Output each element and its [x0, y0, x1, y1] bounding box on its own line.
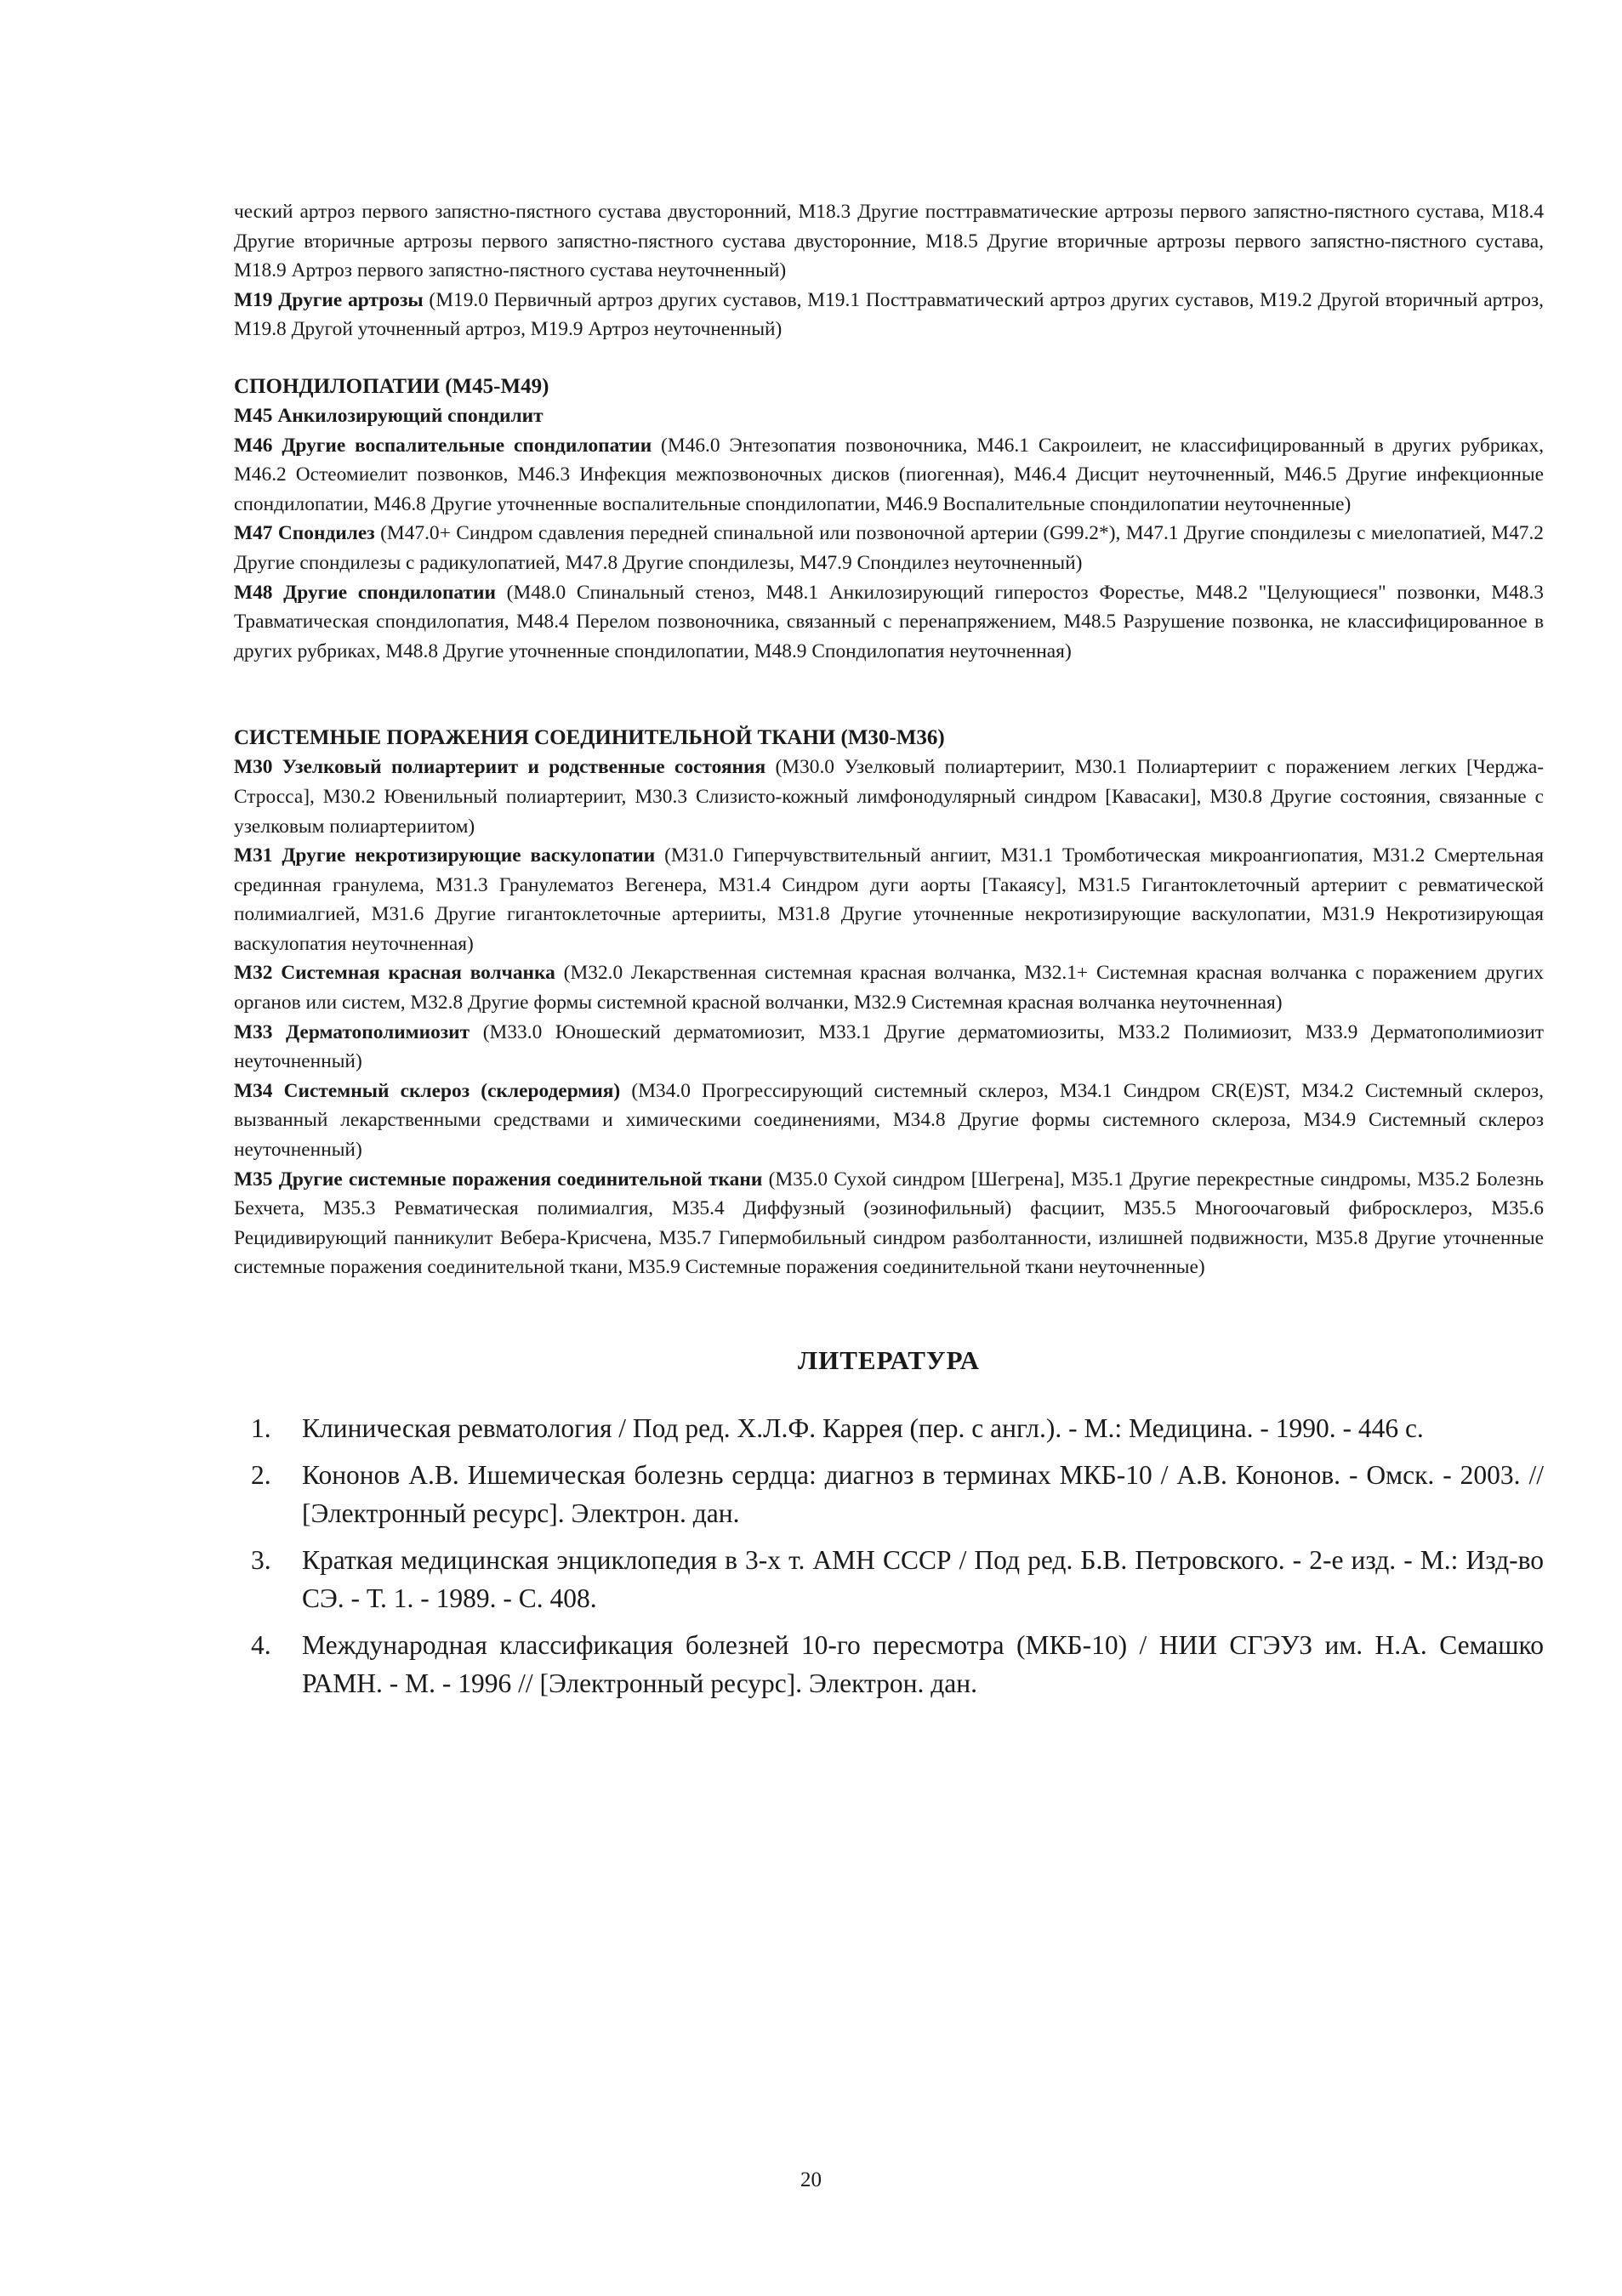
literature-item-number: 3.	[251, 1545, 271, 1575]
m31-code: M31 Другие некротизирующие васкулопатии	[234, 844, 656, 867]
literature-list	[234, 1409, 1544, 1702]
literature-item	[234, 1456, 1544, 1532]
document-page	[234, 197, 1544, 1711]
m33-text: (M33.0 Юношеский дерматомиозит, M33.1 Другие дерматомиозиты, M33.2 Полимиозит, M33.9 Дерматополимиозит неуточненный)	[234, 1020, 1545, 1073]
m35-entry	[234, 1165, 1544, 1282]
literature-item-number: 2.	[251, 1460, 271, 1490]
m19-text: (M19.0 Первичный артроз других суставов, M19.1 Посттравматический артроз других суставов, M19.2 Другой вторичный артроз, M19.8 Другой уточненный артроз, M19.9 Артроз неуточненный)	[234, 288, 1544, 341]
m34-code: M34 Системный склероз (склеродермия)	[234, 1079, 621, 1102]
m35-code: M35 Другие системные поражения соединительной ткани	[234, 1168, 763, 1191]
literature-item	[234, 1541, 1544, 1617]
m33-entry	[234, 1018, 1544, 1077]
m34-text: (M34.0 Прогрессирующий системный склероз, M34.1 Синдром CR(E)ST, M34.2 Системный склероз, вызванный лекарственными средствами и химическими соединениями, M34.8 Другие формы системного склероза, M34.9 Системный склероз неуточненный)	[234, 1079, 1545, 1162]
literature-item-number: 4.	[251, 1630, 271, 1660]
literature-item-number: 1.	[251, 1413, 271, 1443]
spacer	[234, 344, 1544, 372]
m48-entry	[234, 578, 1544, 667]
literature-heading: ЛИТЕРАТУРА	[798, 1345, 980, 1375]
m46-entry	[234, 431, 1544, 520]
m30-text: (M30.0 Узелковый полиартериит, M30.1 Полиартериит с поражением легких [Черджа-Стросса], M30.2 Ювенильный полиартериит, M30.3 Слизисто-кожный лимфонодулярный синдром [Кавасаки], M30.8 Другие состояния, связанные с узелковым полиартериитом)	[234, 756, 1544, 838]
literature-item-text: Международная классификация болезней 10-го пересмотра (МКБ-10) / НИИ СГЭУЗ им. Н.А. Семашко РАМН. - М. - 1996 // [Электронный ресурс]. Электрон. дан.	[302, 1630, 1544, 1698]
m48-code: M48 Другие спондилопатии	[234, 581, 496, 604]
m45-code: M45 Анкилозирующий спондилит	[234, 404, 544, 427]
m46-text: (M46.0 Энтезопатия позвоночника, M46.1 Сакроилеит, не классифицированный в других рубриках, M46.2 Остеомиелит позвонков, M46.3 Инфекция межпозвоночных дисков (пиогенная), M46.4 Дисцит неуточненный, M46.5 Другие инфекционные спондилопатии, M46.8 Другие уточненные воспалительные спондилопатии, M46.9 Воспалительные спондилопатии неуточненные)	[234, 434, 1544, 515]
m19-entry	[234, 286, 1544, 344]
spacer	[234, 666, 1544, 724]
m32-entry	[234, 958, 1544, 1017]
m47-code: M47 Спондилез	[234, 522, 375, 545]
m33-code: M33 Дерматополимиозит	[234, 1020, 470, 1043]
m32-text: (M32.0 Лекарственная системная красная волчанка, M32.1+ Системная красная волчанка с поражением других органов или систем, M32.8 Другие формы системной красной волчанки, M32.9 Системная красная волчанка неуточненная)	[234, 962, 1544, 1014]
page-number: 20	[800, 2168, 822, 2191]
m31-entry	[234, 841, 1544, 958]
literature-item-text: Клиническая ревматология / Под ред. Х.Л.Ф. Каррея (пер. с англ.). - М.: Медицина. - 1990. - 446 с.	[302, 1413, 1424, 1443]
m47-text: (M47.0+ Синдром сдавления передней спинальной или позвоночной артерии (G99.2*), M47.1 Другие спондилезы с миелопатией, M47.2 Другие спондилезы с радикулопатией, M47.8 Другие спондилезы, M47.9 Спондилез неуточненный)	[234, 522, 1545, 574]
systemic-heading: СИСТЕМНЫЕ ПОРАЖЕНИЯ СОЕДИНИТЕЛЬНОЙ ТКАНИ (M30-M36)	[234, 726, 945, 750]
literature-item-text: Краткая медицинская энциклопедия в 3-х т. АМН СССР / Под ред. Б.В. Петровского. - 2-е изд. - М.: Изд-во СЭ. - Т. 1. - 1989. - С. 408.	[302, 1545, 1544, 1613]
m35-text: (M35.0 Сухой синдром [Шегрена], M35.1 Другие перекрестные синдромы, M35.2 Болезнь Бехчета, M35.3 Ревматическая полимиалгия, M35.4 Диффузный (эозинофильный) фасциит, M35.5 Многоочаговый фибросклероз, M35.6 Рецидивирующий панникулит Вебера-Крисчена, M35.7 Гипермобильный синдром разболтанности, излишней подвижности, M35.8 Другие уточненные системные поражения соединительной ткани, M35.9 Системные поражения соединительной ткани неуточненные)	[234, 1168, 1544, 1279]
spacer	[234, 1282, 1544, 1342]
m34-entry	[234, 1077, 1544, 1165]
m47-entry	[234, 519, 1544, 577]
m30-entry	[234, 753, 1544, 841]
m32-code: M32 Системная красная волчанка	[234, 962, 555, 985]
m19-code: M19 Другие артрозы	[234, 288, 424, 311]
m31-text: (M31.0 Гиперчувствительный ангиит, M31.1 Тромботическая микроангиопатия, M31.2 Смертельная срединная гранулема, M31.3 Гранулематоз Вегенера, M31.4 Синдром дуги аорты [Такаясу], M31.5 Гигантоклеточный артериит с ревматической полимиалгией, M31.6 Другие гигантоклеточные артерииты, M31.8 Другие уточненные некротизирующие васкулопатии, M31.9 Некротизирующая васкулопатия неуточненная)	[234, 844, 1544, 955]
literature-item-text: Кононов А.В. Ишемическая болезнь сердца: диагноз в терминах МКБ-10 / А.В. Кононов. - Омск. - 2003. // [Электронный ресурс]. Электрон. дан.	[302, 1460, 1544, 1528]
literature-item	[234, 1626, 1544, 1702]
m46-code: M46 Другие воспалительные спондилопатии	[234, 434, 652, 457]
m45-entry	[234, 401, 1544, 431]
m18-continuation: ческий артроз первого запястно-пястного сустава двусторонний, M18.3 Другие посттравматические артрозы первого запястно-пястного сустава, M18.4 Другие вторичные артрозы первого запястно-пястного сустава двусторонние, M18.5 Другие вторичные артрозы первого запястно-пястного сустава, M18.9 Артроз первого запястно-пястного сустава неуточненный)	[234, 201, 1544, 282]
m30-code: M30 Узелковый полиартериит и родственные состояния	[234, 756, 766, 779]
literature-item	[234, 1409, 1544, 1447]
m48-text: (M48.0 Спинальный стеноз, M48.1 Анкилозирующий гиперостоз Форестье, M48.2 "Целующиеся" позвонки, M48.3 Травматическая спондилопатия, M48.4 Перелом позвоночника, связанный с перенапряжением, M48.5 Разрушение позвонка, не классифицированное в других рубриках, M48.8 Другие уточненные спондилопатии, M48.9 Спондилопатия неуточненная)	[234, 581, 1544, 662]
spondylopathies-heading: СПОНДИЛОПАТИИ (M45-M49)	[234, 374, 549, 398]
